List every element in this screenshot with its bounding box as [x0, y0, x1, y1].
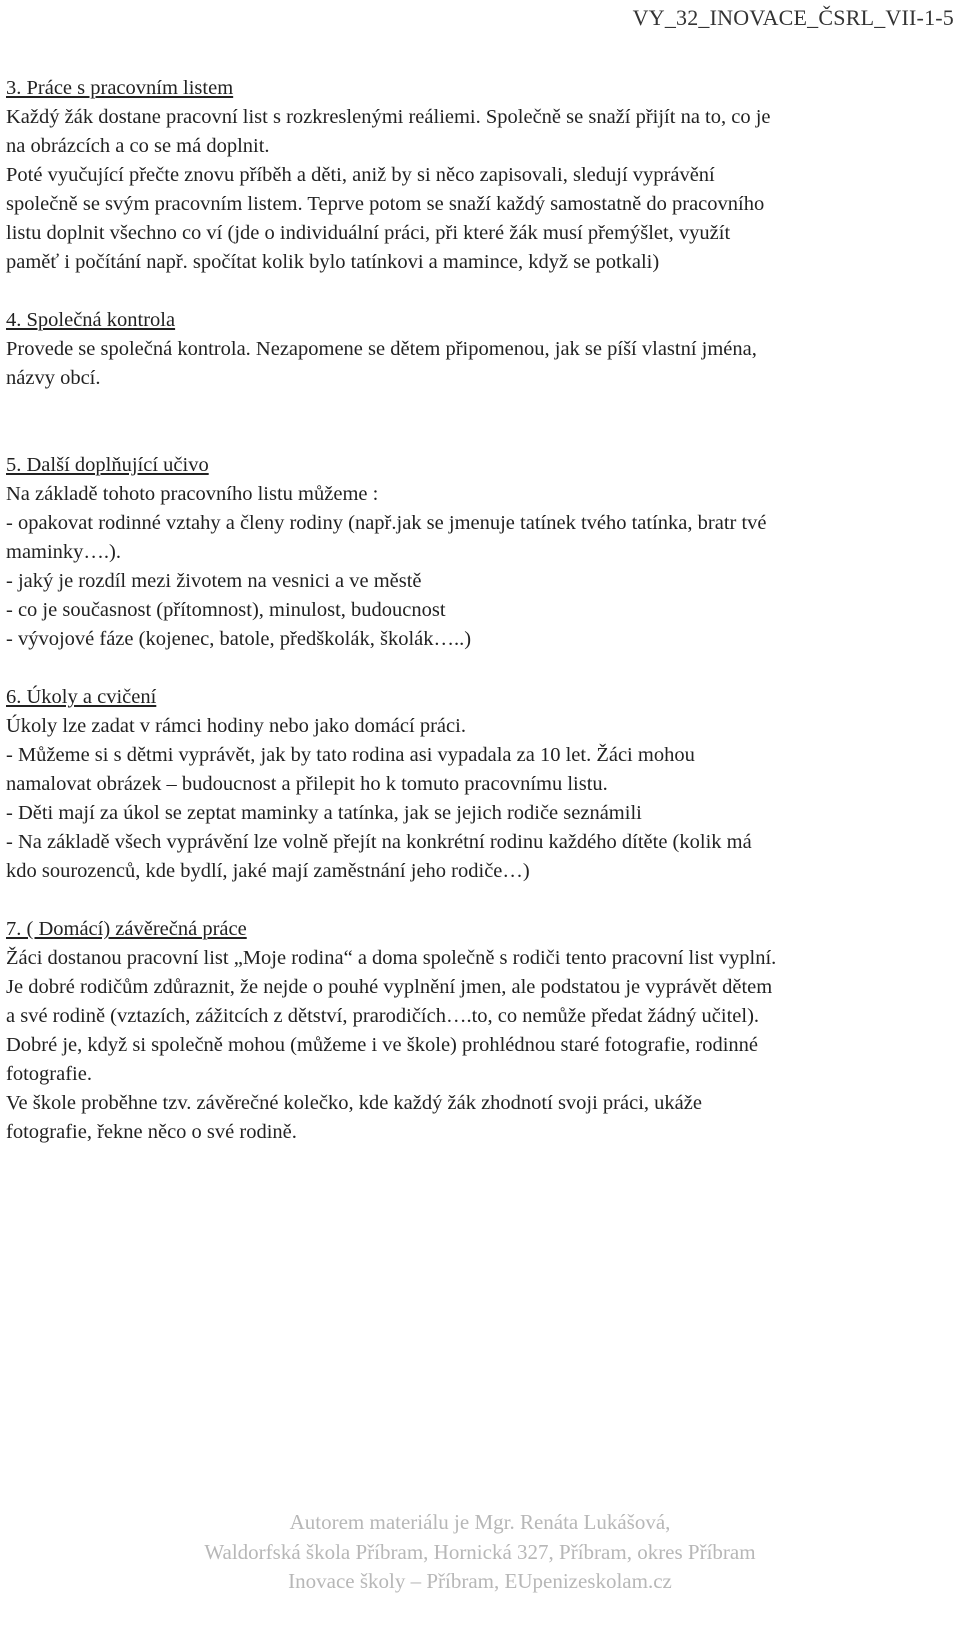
- section-5: [6, 451, 936, 654]
- spacer: [6, 886, 936, 915]
- text-line: fotografie.: [6, 1063, 92, 1085]
- text-line: - jaký je rozdíl mezi životem na vesnici a ve městě: [6, 570, 422, 592]
- text-line: - opakovat rodinné vztahy a členy rodiny (např.jak se jmenuje tatínek tvého tatínka, bratr tvé: [6, 512, 767, 534]
- text-line: paměť i počítání např. spočítat kolik bylo tatínkovi a mamince, když se potkali): [6, 251, 660, 273]
- text-line: Na základě tohoto pracovního listu můžeme :: [6, 483, 379, 505]
- text-line: Žáci dostanou pracovní list „Moje rodina“ a doma společně s rodiči tento pracovní list vyplní.: [6, 947, 777, 969]
- text-line: maminky….).: [6, 541, 122, 563]
- footer-author-line: Autorem materiálu je Mgr. Renáta Lukášová,: [289, 1510, 671, 1534]
- section-heading: 3. Práce s pracovním listem: [6, 77, 234, 99]
- text-line: - Na základě všech vyprávění lze volně přejít na konkrétní rodinu každého dítěte (kolik má: [6, 831, 752, 853]
- text-line: listu doplnit všechno co ví (jde o individuální práci, při které žák musí přemýšlet, využít: [6, 222, 731, 244]
- text-line: na obrázcích a co se má doplnit.: [6, 135, 270, 157]
- text-line: Úkoly lze zadat v rámci hodiny nebo jako domácí práci.: [6, 715, 466, 737]
- text-line: Dobré je, když si společně mohou (můžeme i ve škole) prohlédnou staré fotografie, rodinné: [6, 1034, 759, 1056]
- text-line: namalovat obrázek – budoucnost a přilepit ho k tomuto pracovnímu listu.: [6, 773, 608, 795]
- section-heading: 6. Úkoly a cvičení: [6, 686, 157, 708]
- spacer: [6, 277, 936, 306]
- text-line: a své rodině (vztazích, zážitcích z dětství, prarodičích….to, co nemůže předat žádný učitel).: [6, 1005, 760, 1027]
- spacer: [6, 654, 936, 683]
- footer-school-line: Waldorfská škola Příbram, Hornická 327, Příbram, okres Příbram: [204, 1539, 756, 1564]
- page-footer: [0, 1508, 960, 1597]
- text-line: společně se svým pracovním listem. Teprve potom se snaží každý samostatně do pracovního: [6, 193, 765, 215]
- text-line: Poté vyučující přečte znovu příběh a děti, aniž by si něco zapisovali, sledují vyprávění: [6, 164, 715, 186]
- document-code: VY_32_INOVACE_ČSRL_VII-1-5: [632, 5, 954, 30]
- text-line: - Děti mají za úkol se zeptat maminky a tatínka, jak se jejich rodiče seznámili: [6, 802, 642, 824]
- section-7: [6, 915, 936, 1147]
- text-line: kdo sourozenců, kde bydlí, jaké mají zaměstnání jeho rodiče…): [6, 860, 530, 882]
- text-line: - co je současnost (přítomnost), minulost, budoucnost: [6, 599, 446, 621]
- text-line: Ve škole proběhne tzv. závěrečné kolečko, kde každý žák zhodnotí svoji práci, ukáže: [6, 1092, 702, 1114]
- document-body: [6, 74, 936, 1147]
- text-line: Je dobré rodičům zdůraznit, že nejde o pouhé vyplnění jmen, ale podstatou je vyprávět dětem: [6, 976, 773, 998]
- section-4: [6, 306, 936, 393]
- text-line: Každý žák dostane pracovní list s rozkreslenými reáliemi. Společně se snaží přijít na to, co je: [6, 106, 771, 128]
- footer-project-line: Inovace školy – Příbram, EUpenizeskolam.cz: [288, 1569, 672, 1593]
- section-heading: 5. Další doplňující učivo: [6, 454, 209, 476]
- text-line: názvy obcí.: [6, 367, 101, 389]
- text-line: Provede se společná kontrola. Nezapomene se dětem připomenou, jak se píší vlastní jména,: [6, 338, 757, 360]
- section-heading: 4. Společná kontrola: [6, 309, 176, 331]
- text-line: - vývojové fáze (kojenec, batole, předškolák, školák…..): [6, 628, 472, 650]
- spacer: [6, 393, 936, 451]
- text-line: fotografie, řekne něco o své rodině.: [6, 1121, 297, 1143]
- section-6: [6, 683, 936, 886]
- section-heading: 7. ( Domácí) závěrečná práce: [6, 918, 247, 940]
- section-3: [6, 74, 936, 277]
- text-line: - Můžeme si s dětmi vyprávět, jak by tato rodina asi vypadala za 10 let. Žáci mohou: [6, 744, 695, 766]
